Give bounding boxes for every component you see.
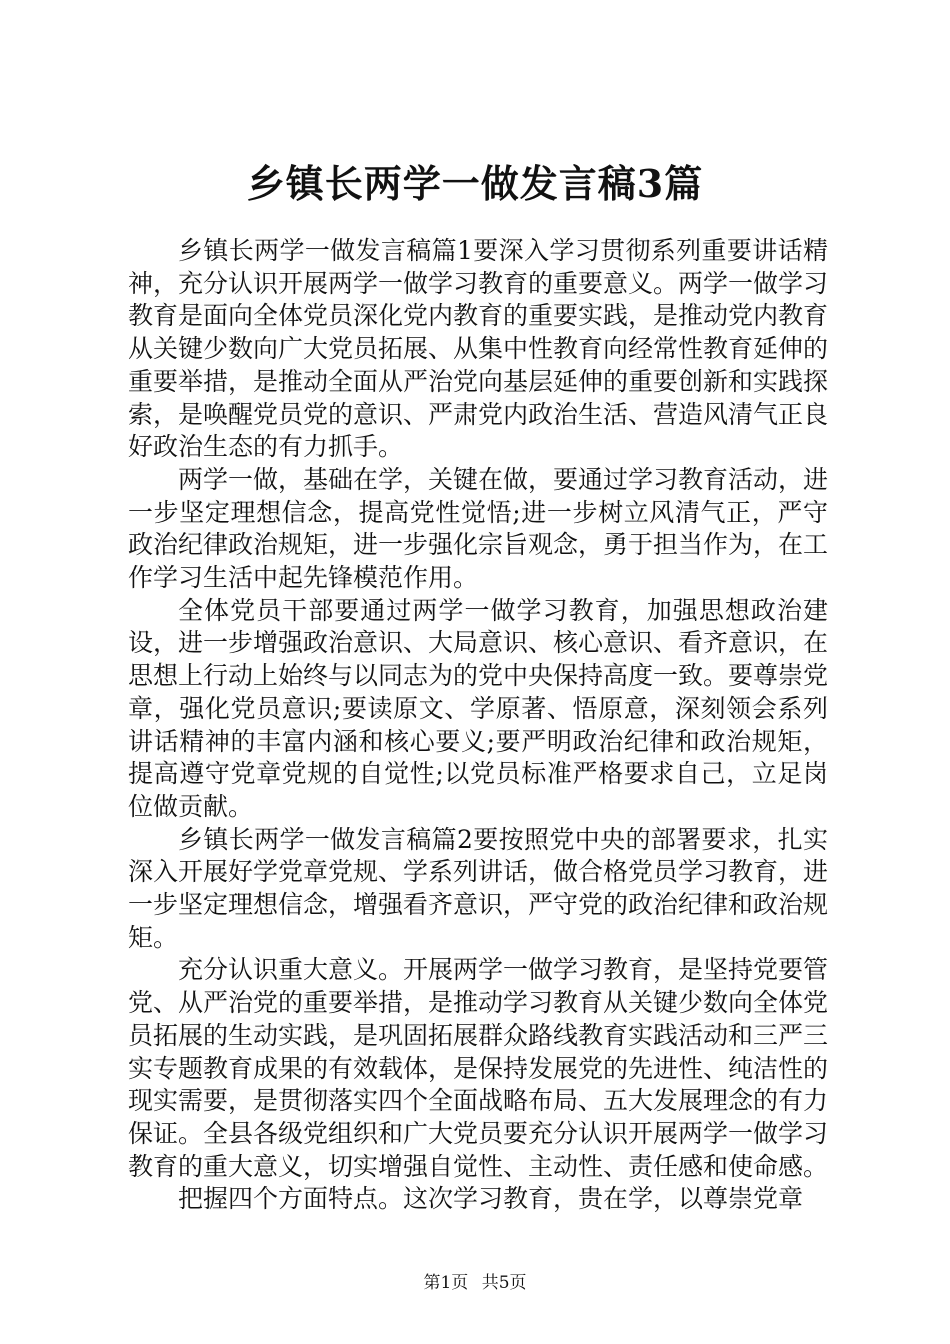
paragraph-1: 乡镇长两学一做发言稿篇1要深入学习贯彻系列重要讲话精神，充分认识开展两学一做学习教育的重要意义。两学一做学习教育是面向全体党员深化党内教育的重要实践，是推动党内教育从关键少数向广大党员拓展、从集中性教育向经常性教育延伸的重要举措，是推动全面从严治党向基层延伸的重要创新和实践探索，是唤醒党员党的意识、严肃党内政治生活、营造风清气正良好政治生态的有力抓手。: [128, 236, 829, 462]
page-number: 第1页: [423, 1273, 469, 1293]
paragraph-2: 两学一做，基础在学，关键在做，要通过学习教育活动，进一步坚定理想信念，提高党性觉悟;进一步树立风清气正，严守政治纪律政治规矩，进一步强化宗旨观念，勇于担当作为，在工作学习生活中起先锋模范作用。: [128, 464, 829, 593]
page-total: 共5页: [481, 1273, 527, 1293]
paragraph-4: 乡镇长两学一做发言稿篇2要按照党中央的部署要求，扎实深入开展好学党章党规、学系列讲话，做合格党员学习教育，进一步坚定理想信念，增强看齐意识，严守党的政治纪律和政治规矩。: [128, 824, 829, 952]
paragraph-6: 把握四个方面特点。这次学习教育，贵在学，以尊崇党章: [178, 1184, 804, 1214]
paragraph-3: 全体党员干部要通过两学一做学习教育，加强思想政治建设，进一步增强政治意识、大局意识、核心意识、看齐意识，在思想上行动上始终与以同志为的党中央保持高度一致。要尊崇党章，强化党员意识;要读原文、学原著、悟原意，深刻领会系列讲话精神的丰富内涵和核心要义;要严明政治纪律和政治规矩，提高遵守党章党规的自觉性;以党员标准严格要求自己，立足岗位做贡献。: [128, 595, 829, 821]
page-footer: [0, 1272, 950, 1294]
document-body: [128, 235, 828, 1216]
document-title: 乡镇长两学一做发言稿3篇: [246, 161, 704, 206]
paragraph-5: 充分认识重大意义。开展两学一做学习教育，是坚持党要管党、从严治党的重要举措，是推动学习教育从关键少数向全体党员拓展的生动实践，是巩固拓展群众路线教育实践活动和三严三实专题教育成果的有效载体，是保持发展党的先进性、纯洁性的现实需要，是贯彻落实四个全面战略布局、五大发展理念的有力保证。全县各级党组织和广大党员要充分认识开展两学一做学习教育的重大意义，切实增强自觉性、主动性、责任感和使命感。: [128, 955, 829, 1181]
